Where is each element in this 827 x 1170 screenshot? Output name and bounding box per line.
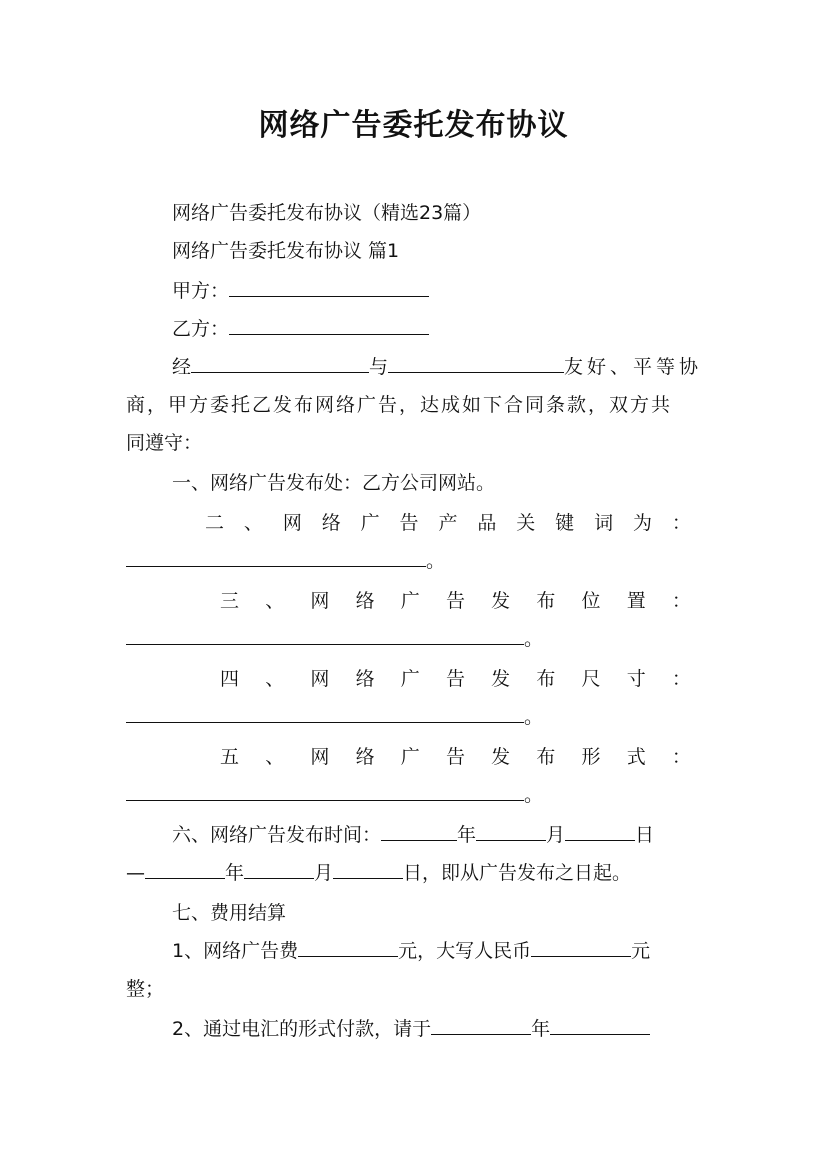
item4-char: ： [671,668,691,690]
item-3-period: 。 [524,628,544,650]
payment-line [172,1016,650,1042]
para1-line1 [172,354,702,380]
party-a-blank [229,278,429,297]
payment-blank-1 [431,1016,531,1035]
item2-char: 告 [399,512,419,534]
item5-char: 告 [445,746,465,768]
item-6-blank-day [565,822,635,841]
item-6-year: 年 [457,824,477,846]
item2-char: 为 [632,512,652,534]
party-a-line [172,278,429,304]
payment-label: 2、通过电汇的形式付款，请于 [172,1018,432,1040]
item2-char: 广 [360,512,380,534]
item-6-line1 [172,822,654,848]
item-2-blank [126,548,426,567]
item5-char: 络 [355,746,375,768]
para1-blank-2 [388,354,564,373]
item2-char: 关 [516,512,536,534]
item-7: 七、费用结算 [172,902,287,924]
para1-prefix: 经 [172,356,192,378]
item-2-fill [126,548,445,574]
item5-char: 布 [536,746,556,768]
item3-char: ： [671,590,691,612]
item3-char: 三 [220,590,240,612]
fee-blank-1 [298,938,398,957]
subtitle: 网络广告委托发布协议（精选23篇） [172,202,482,224]
item3-char: 发 [491,590,511,612]
party-b-line [172,316,429,342]
item-6-blank-month [476,822,546,841]
fee-line2: 整； [126,978,165,1000]
item-6-day: 日 [635,824,655,846]
item3-char: 告 [445,590,465,612]
item3-char: 置 [626,590,646,612]
item-4-period: 。 [524,706,544,728]
party-a-label: 甲方： [172,280,230,302]
item5-char: 形 [581,746,601,768]
para1-mid: 与 [369,356,389,378]
item4-char: 尺 [581,668,601,690]
para1-blank-1 [191,354,369,373]
item-5-heading [220,744,691,770]
item2-char: ： [671,512,691,534]
item5-char: ： [671,746,691,768]
fee-line1 [172,938,650,964]
item-6-blank-day2 [333,860,403,879]
section-heading: 网络广告委托发布协议 篇1 [172,240,400,262]
item4-char: 四 [220,668,240,690]
item4-char: 网 [310,668,330,690]
item2-char: 键 [555,512,575,534]
item5-char: 网 [310,746,330,768]
item2-char: 网 [282,512,302,534]
item3-char: 络 [355,590,375,612]
fee-blank-2 [531,938,631,957]
item4-char: 寸 [626,668,646,690]
item5-char: 式 [626,746,646,768]
fee-label: 1、网络广告费 [172,940,299,962]
item3-char: 布 [536,590,556,612]
item-4-blank [126,704,524,723]
item-6-month2: 月 [314,862,334,884]
payment-blank-2 [550,1016,650,1035]
party-b-label: 乙方： [172,318,230,340]
item-5-blank [126,782,524,801]
item3-char: 网 [310,590,330,612]
item-6-dash: — [126,862,145,884]
fee-end: 元 [631,940,651,962]
item-6-year2: 年 [225,862,245,884]
item2-char: 二 [205,512,225,534]
item-6-blank-year2 [145,860,225,879]
item4-char: 布 [536,668,556,690]
document-title: 网络广告委托发布协议 [258,108,569,143]
item-6-label: 六、网络广告发布时间： [172,824,382,846]
party-b-blank [229,316,429,335]
item5-char: 五 [220,746,240,768]
item3-char: 广 [400,590,420,612]
item5-char: 、 [265,746,285,768]
para1-line3: 同遵守： [126,432,203,454]
item4-char: 告 [445,668,465,690]
fee-mid: 元，大写人民币 [398,940,532,962]
item-5-fill [126,782,543,808]
item2-char: 词 [594,512,614,534]
item-3-blank [126,626,524,645]
item4-char: 、 [265,668,285,690]
para1-suffix: 友好、平等协 [564,356,703,378]
item5-char: 广 [400,746,420,768]
item2-char: 络 [321,512,341,534]
item-5-period: 。 [524,784,544,806]
item-2-heading [205,510,691,536]
item-2-period: 。 [426,550,446,572]
item-3-fill [126,626,543,652]
item5-char: 发 [491,746,511,768]
item-6-end: 日，即从广告发布之日起。 [403,862,632,884]
item-1: 一、网络广告发布处：乙方公司网站。 [172,472,496,494]
item-6-month: 月 [546,824,566,846]
item-6-blank-month2 [244,860,314,879]
item-3-heading [220,588,691,614]
item2-char: 产 [438,512,458,534]
item4-char: 广 [400,668,420,690]
item3-char: 位 [581,590,601,612]
item4-char: 发 [491,668,511,690]
item-4-heading [220,666,691,692]
item2-char: 、 [243,512,263,534]
item2-char: 品 [477,512,497,534]
item3-char: 、 [265,590,285,612]
item-6-blank-year [381,822,457,841]
item-6-line2 [126,860,631,886]
payment-year: 年 [531,1018,551,1040]
item4-char: 络 [355,668,375,690]
para1-line2: 商，甲方委托乙发布网络广告，达成如下合同条款，双方共 [126,394,673,416]
item-4-fill [126,704,543,730]
